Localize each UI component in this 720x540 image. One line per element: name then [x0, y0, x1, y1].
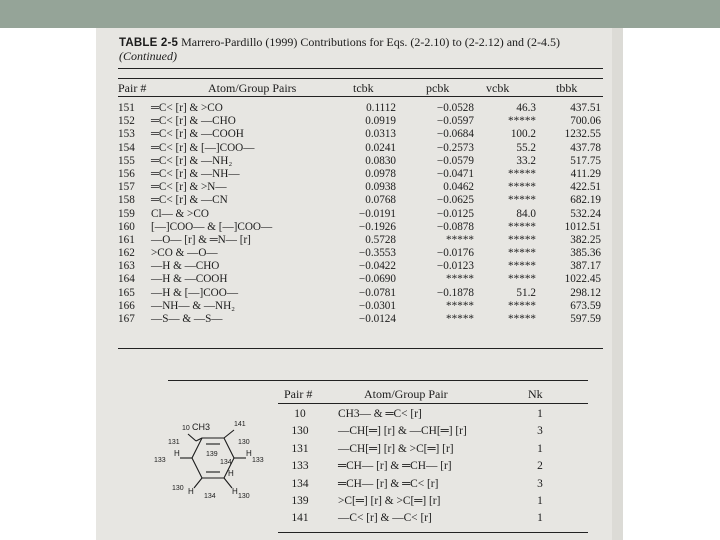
- pair-number: 165: [118, 286, 135, 299]
- table-row: [118, 208, 603, 221]
- nk-value: 1: [537, 494, 543, 507]
- tbbk-value: 673.59: [570, 299, 601, 312]
- tcbk-value: −0.1926: [358, 220, 396, 233]
- atom-group-pair: ═C< [r] & >CO: [151, 102, 223, 114]
- atom-group-pair: [—]COO— & [—]COO—: [151, 220, 273, 233]
- pair-number: 166: [118, 299, 135, 312]
- pair-number: 130: [291, 425, 309, 438]
- pair-number: 133: [291, 460, 309, 473]
- example-row: [280, 495, 580, 512]
- pcbk-value: *****: [446, 299, 474, 312]
- header-top-rule: [118, 78, 603, 79]
- pcbk-value: −0.0125: [436, 207, 474, 220]
- atom-group-pair: —C< [r] & —C< [r]: [338, 512, 432, 525]
- contributions-table-body: [118, 102, 603, 326]
- table-number: TABLE 2-5: [119, 37, 179, 49]
- pair-number: 160: [118, 220, 135, 233]
- vcbk-value: *****: [508, 194, 536, 207]
- table-bottom-rule: [118, 348, 603, 349]
- table-row: [118, 260, 603, 273]
- tbbk-value: 597.59: [570, 313, 601, 325]
- header-atom-group-pairs: Atom/Group Pairs: [208, 81, 297, 95]
- vcbk-value: 84.0: [516, 207, 536, 220]
- pair-number: 154: [118, 141, 135, 154]
- pair-number: 131: [291, 442, 309, 455]
- pcbk-value: −0.0123: [436, 260, 474, 273]
- pair-number: 164: [118, 273, 135, 286]
- pcbk-value: −0.0878: [436, 220, 474, 233]
- tbbk-value: 437.51: [570, 102, 601, 114]
- vcbk-value: 46.3: [516, 102, 536, 114]
- vcbk-value: *****: [508, 247, 536, 260]
- tbbk-value: 298.12: [570, 286, 601, 299]
- header-bottom-rule: [118, 96, 603, 97]
- tbbk-value: 422.51: [570, 181, 601, 194]
- header-tcbk: tcbk: [353, 81, 374, 95]
- pair-number: 158: [118, 194, 135, 207]
- vcbk-value: 55.2: [516, 141, 536, 154]
- atom-group-pair: —S— & —S—: [151, 313, 223, 325]
- tcbk-value: −0.0690: [358, 273, 396, 286]
- tcbk-value: −0.0781: [358, 286, 396, 299]
- table-row: [118, 287, 603, 300]
- atom-group-pair: —H & —COOH: [151, 273, 228, 286]
- example-header-rule: [278, 403, 588, 404]
- pair-number: 134: [291, 477, 309, 490]
- pcbk-value: −0.0471: [436, 167, 474, 180]
- atom-group-pair: >CO & —O—: [151, 247, 218, 260]
- table-row: [118, 221, 603, 234]
- example-table-body: [280, 408, 580, 530]
- tbbk-value: 385.36: [570, 247, 601, 260]
- table-row: [118, 142, 603, 155]
- vcbk-value: *****: [508, 115, 536, 128]
- tcbk-value: −0.0124: [358, 313, 396, 325]
- label-139: 139: [206, 451, 218, 458]
- atom-group-pair: ═C< [r] & —CHO: [151, 115, 236, 128]
- nk-value: 1: [537, 408, 543, 420]
- nk-value: 3: [537, 425, 543, 438]
- table-continued: (Continued): [119, 49, 177, 63]
- vcbk-value: *****: [508, 167, 536, 180]
- pair-number: 155: [118, 154, 135, 167]
- tbbk-value: 517.75: [570, 154, 601, 167]
- label-133-right: 133: [252, 457, 264, 464]
- atom-group-pair: ═C< [r] & —NH—: [151, 167, 240, 180]
- example-header-nk: Nk: [528, 387, 543, 401]
- atom-group-pair: ═CH— [r] & ═CH— [r]: [338, 460, 452, 473]
- label-141: 141: [234, 421, 246, 428]
- atom-group-pair: ═C< [r] & [—]COO—: [151, 141, 255, 154]
- label-134-bottom: 134: [204, 493, 216, 500]
- pair-number: 10: [294, 408, 306, 420]
- table-row: [118, 115, 603, 128]
- tbbk-value: 411.29: [570, 167, 601, 180]
- bond-h-lower-left: [194, 478, 202, 488]
- pair-number: 162: [118, 247, 135, 260]
- pair-number: 153: [118, 128, 135, 141]
- pcbk-value: −0.0176: [436, 247, 474, 260]
- label-130-top: 130: [238, 439, 250, 446]
- table-row: [118, 128, 603, 141]
- atom-group-pair: >C[═] [r] & >C[═] [r]: [338, 494, 441, 507]
- table-row: [118, 181, 603, 194]
- pair-number: 159: [118, 207, 135, 220]
- example-row: [280, 425, 580, 442]
- atom-group-pair: —CH[═] [r] & >C[═] [r]: [338, 442, 454, 455]
- vcbk-value: 33.2: [516, 154, 536, 167]
- atom-group-pair: ═C< [r] & —CN: [151, 194, 228, 207]
- tcbk-value: 0.0768: [365, 194, 396, 207]
- table-row: [118, 273, 603, 286]
- atom-group-pair: —H & [—]COO—: [151, 286, 239, 299]
- label-133-left: 133: [154, 457, 166, 464]
- example-header-pair: Pair #: [284, 387, 313, 401]
- tbbk-value: 387.17: [570, 260, 601, 273]
- tcbk-value: 0.1112: [366, 102, 396, 114]
- atom-group-pair: ═C< [r] & —NH₂: [151, 154, 233, 167]
- example-top-rule: [168, 380, 588, 381]
- atom-group-pair: ═CH— [r] & ═C< [r]: [338, 477, 439, 490]
- example-header-atom: Atom/Group Pair: [364, 387, 448, 401]
- pcbk-value: −0.0684: [436, 128, 474, 141]
- tcbk-value: 0.0241: [365, 141, 396, 154]
- pair-number: 152: [118, 115, 135, 128]
- pcbk-value: −0.1878: [436, 286, 474, 299]
- label-ch3: CH3: [192, 422, 211, 432]
- tbbk-value: 382.25: [570, 233, 601, 246]
- header-tbbk: tbbk: [556, 81, 578, 95]
- tbbk-value: 532.24: [570, 207, 601, 220]
- tbbk-value: 1232.55: [564, 128, 601, 141]
- atom-h-left: H: [174, 449, 180, 458]
- label-130-bottom-left: 130: [172, 485, 184, 492]
- bond-methyl: [188, 434, 196, 441]
- tbbk-value: 1022.45: [564, 273, 601, 286]
- vcbk-value: 100.2: [510, 128, 536, 141]
- example-row: [280, 408, 580, 425]
- table-row: [118, 194, 603, 207]
- table-title: Marrero-Pardillo (1999) Contributions for Eqs. (2-2.10) to (2-2.12) and (2-4.5): [181, 35, 561, 49]
- table-row: [118, 300, 603, 313]
- label-134-inner: 134: [220, 459, 232, 466]
- atom-group-pair: Cl— & >CO: [151, 207, 209, 220]
- pcbk-value: *****: [446, 273, 474, 286]
- atom-group-pair: ═C< [r] & —COOH: [151, 128, 244, 141]
- atom-h-right: H: [246, 449, 252, 458]
- atom-h-lower-right: H: [232, 487, 238, 496]
- pair-number: 141: [291, 512, 309, 525]
- atom-group-pair: —H & —CHO: [151, 260, 220, 273]
- atom-h-ring: H: [228, 469, 234, 478]
- pcbk-value: −0.2573: [436, 141, 474, 154]
- tcbk-value: 0.0830: [365, 154, 396, 167]
- nk-value: 1: [537, 512, 543, 525]
- nk-value: 1: [537, 442, 543, 455]
- tbbk-value: 437.78: [570, 141, 601, 154]
- nk-value: 2: [537, 460, 543, 473]
- atom-group-pair: —NH— & —NH₂: [151, 299, 236, 312]
- atom-group-pair: CH3— & ═C< [r]: [338, 408, 422, 420]
- example-row: [280, 443, 580, 460]
- label-130-bottom-right: 130: [238, 493, 250, 500]
- pcbk-value: 0.0462: [443, 181, 474, 194]
- pair-number: 163: [118, 260, 135, 273]
- pcbk-value: −0.0597: [436, 115, 474, 128]
- pcbk-value: *****: [446, 233, 474, 246]
- nk-value: 3: [537, 477, 543, 490]
- table-row: [118, 247, 603, 260]
- pair-number: 167: [118, 313, 135, 325]
- tcbk-value: −0.0301: [358, 299, 396, 312]
- vcbk-value: *****: [508, 181, 536, 194]
- example-row: [280, 460, 580, 477]
- vcbk-value: 51.2: [516, 286, 536, 299]
- table-row: [118, 313, 603, 326]
- slide-top-bar: [0, 0, 720, 28]
- scanned-page: [96, 28, 623, 540]
- tbbk-value: 1012.51: [564, 220, 601, 233]
- pair-number: 157: [118, 181, 135, 194]
- page-edge-shadow: [612, 28, 623, 540]
- example-bottom-rule: [278, 532, 588, 533]
- label-131: 131: [168, 439, 180, 446]
- atom-h-lower-left: H: [188, 487, 194, 496]
- pair-number: 139: [291, 494, 309, 507]
- header-vcbk: vcbk: [486, 81, 510, 95]
- table-row: [118, 102, 603, 115]
- table-row: [118, 168, 603, 181]
- tcbk-value: 0.0919: [365, 115, 396, 128]
- tcbk-value: −0.3553: [358, 247, 396, 260]
- pcbk-value: −0.0528: [436, 102, 474, 114]
- vcbk-value: *****: [508, 260, 536, 273]
- top-rule: [118, 68, 603, 69]
- pair-number: 161: [118, 233, 135, 246]
- pcbk-value: −0.0625: [436, 194, 474, 207]
- atom-group-pair: —O— [r] & ═N— [r]: [151, 233, 251, 246]
- vcbk-value: *****: [508, 233, 536, 246]
- header-pair: Pair #: [118, 81, 147, 95]
- pair-number: 156: [118, 167, 135, 180]
- bond-141: [224, 430, 234, 438]
- tcbk-value: 0.0978: [365, 167, 396, 180]
- pcbk-value: *****: [446, 313, 474, 325]
- tcbk-value: 0.5728: [365, 233, 396, 246]
- table-row: [118, 234, 603, 247]
- table-row: [118, 155, 603, 168]
- vcbk-value: *****: [508, 313, 536, 325]
- tbbk-value: 682.19: [570, 194, 601, 207]
- pair-number: 151: [118, 102, 135, 114]
- atom-group-pair: —CH[═] [r] & —CH[═] [r]: [338, 425, 467, 438]
- molecule-diagram: [152, 416, 272, 506]
- vcbk-value: *****: [508, 220, 536, 233]
- atom-group-pair: ═C< [r] & >N—: [151, 181, 227, 194]
- tcbk-value: −0.0422: [358, 260, 396, 273]
- label-10: 10: [182, 425, 190, 432]
- vcbk-value: *****: [508, 299, 536, 312]
- example-row: [280, 478, 580, 495]
- tcbk-value: 0.0938: [365, 181, 396, 194]
- table-caption: [119, 36, 560, 63]
- tbbk-value: 700.06: [570, 115, 601, 128]
- pcbk-value: −0.0579: [436, 154, 474, 167]
- vcbk-value: *****: [508, 273, 536, 286]
- tcbk-value: 0.0313: [365, 128, 396, 141]
- tcbk-value: −0.0191: [358, 207, 396, 220]
- bond-h-lower-right: [224, 478, 232, 488]
- example-row: [280, 512, 580, 529]
- header-pcbk: pcbk: [426, 81, 450, 95]
